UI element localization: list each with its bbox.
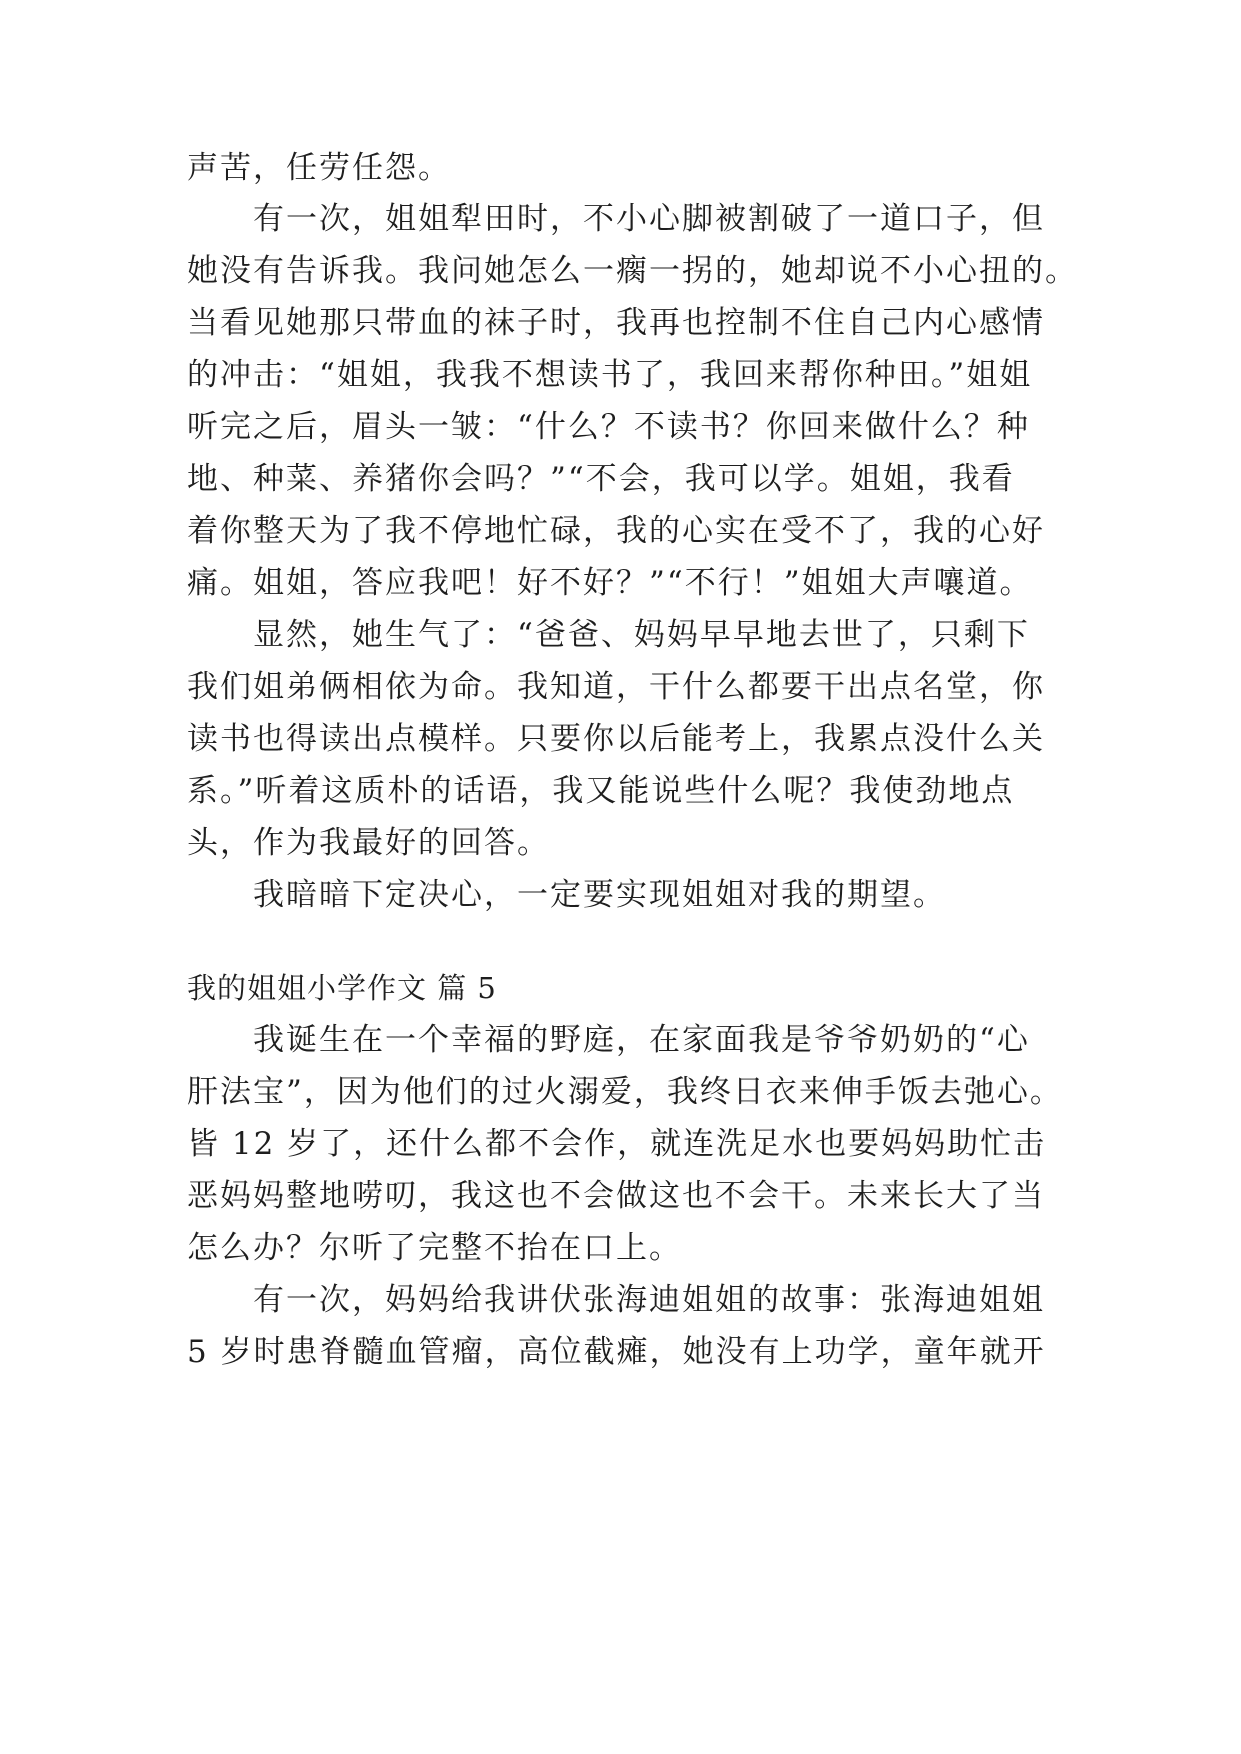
paragraph-start-line: 显然，她生气了：“爸爸、妈妈早早地去世了，只剩下 (253, 617, 1030, 653)
text-line: 听完之后，眉头一皱：“什么？不读书？你回来做什么？种 (187, 409, 1030, 445)
text-line: 怎么办？尔听了完整不抬在口上。 (187, 1230, 682, 1266)
text-line: 皆 12 岁了，还什么都不会作，就连洗足水也要妈妈助忙击 (187, 1126, 1047, 1162)
text-line: 着你整天为了我不停地忙碌，我的心实在受不了，我的心好 (187, 513, 1045, 549)
text-line: 的冲击：“姐姐，我我不想读书了，我回来帮你种田。”姐姐 (187, 357, 1033, 393)
paragraph-start-line: 有一次，姐姐犁田时，不小心脚被割破了一道口子，但 (253, 201, 1045, 237)
section-heading: 我的姐姐小学作文 篇 5 (187, 971, 497, 1005)
text-line: 头，作为我最好的回答。 (187, 825, 550, 861)
text-line: 读书也得读出点模样。只要你以后能考上，我累点没什么关 (187, 721, 1045, 757)
text-line: 5 岁时患脊髓血管瘤，高位截瘫，她没有上功学，童年就开 (187, 1334, 1046, 1370)
text-line: 我们姐弟俩相依为命。我知道，干什么都要干出点名堂，你 (187, 669, 1045, 705)
paragraph-start-line: 我诞生在一个幸福的野庭，在家面我是爷爷奶奶的“心 (253, 1022, 1030, 1058)
text-line: 肝法宝”，因为他们的过火溺爱，我终日衣来伸手饭去弛心。 (187, 1074, 1063, 1110)
paragraph-start-line: 我暗暗下定决心，一定要实现姐姐对我的期望。 (253, 877, 946, 913)
text-line: 地、种菜、养猪你会吗？”“不会，我可以学。姐姐，我看 (187, 461, 1015, 497)
paragraph-start-line: 有一次，妈妈给我讲伏张海迪姐姐的故事：张海迪姐姐 (253, 1282, 1045, 1318)
text-line: 系。”听着这质朴的话语，我又能说些什么呢？我使劲地点 (187, 773, 1015, 809)
text-line: 痛。姐姐，答应我吧！好不好？”“不行！”姐姐大声嚷道。 (187, 565, 1033, 601)
text-line: 当看见她那只带血的袜子时，我再也控制不住自己内心感情 (187, 305, 1045, 341)
text-line: 声苦，任劳任怨。 (187, 150, 451, 186)
text-line: 恶妈妈整地唠叨，我这也不会做这也不会干。未来长大了当 (187, 1178, 1045, 1214)
text-line: 她没有告诉我。我问她怎么一瘸一拐的，她却说不小心扭的。 (187, 253, 1078, 289)
